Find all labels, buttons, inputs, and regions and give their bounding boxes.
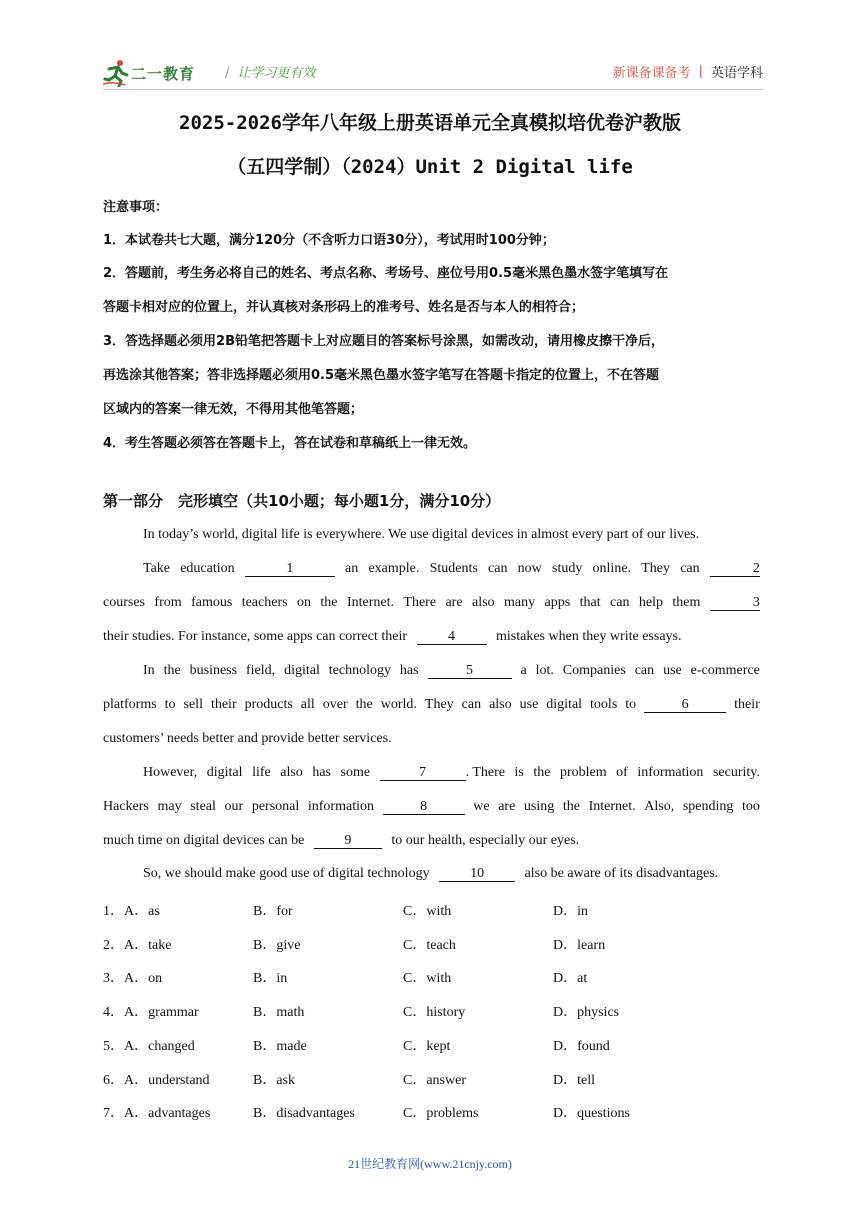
word: business xyxy=(189,663,238,678)
word: There xyxy=(403,595,437,610)
option-choice: B．disadvantages xyxy=(253,1106,355,1122)
page-header xyxy=(103,54,763,94)
notice-line: 区域内的答案一律无效，不得用其他笔答题； xyxy=(103,402,364,417)
option-choice: C．with xyxy=(403,971,452,987)
header-rule xyxy=(103,89,763,90)
option-choice: D．learn xyxy=(553,937,606,953)
text-run: much time on digital devices can be xyxy=(103,833,305,848)
word: the xyxy=(533,765,551,780)
option-choice: C．teach xyxy=(403,937,456,953)
blank-5: 5 xyxy=(428,663,512,679)
option-choice: D．found xyxy=(553,1038,610,1054)
word: spending xyxy=(682,799,734,814)
word: products xyxy=(244,697,293,712)
word: life xyxy=(252,765,271,780)
option-choice: C．with xyxy=(403,904,452,919)
blank-2: 2 xyxy=(710,561,760,577)
word: are xyxy=(498,799,516,814)
word: However, xyxy=(143,765,198,780)
word: use xyxy=(663,663,682,678)
word: apps xyxy=(544,595,571,610)
word: an xyxy=(345,561,359,576)
notice-line: 答题卡相对应的位置上，并认真核对条形码上的准考号、姓名是否与本人的相符合； xyxy=(103,300,585,315)
text-run: also be aware of its disadvantages. xyxy=(524,866,719,881)
word: many xyxy=(503,595,536,610)
option-number-a: 5．A．changed xyxy=(103,1038,195,1054)
passage-line xyxy=(103,595,760,611)
notice-line: 4．考生答题必须答在答题卡上，答在试卷和草稿纸上一律无效。 xyxy=(103,436,477,451)
word: too xyxy=(742,799,760,814)
word: of xyxy=(616,765,628,780)
word: teachers xyxy=(241,595,288,610)
slogan-text: 让学习更有效 xyxy=(237,66,316,81)
passage-line: In today’s world, digital life is everywhere. We use digital devices in almost every part of our lives. xyxy=(143,527,700,542)
word: are xyxy=(445,595,463,610)
option-number-a: 4．A．grammar xyxy=(103,1005,199,1021)
blank-group-7 xyxy=(380,765,505,781)
word: Hackers xyxy=(103,799,149,814)
blank-7: 7 xyxy=(380,765,466,781)
option-choice: D．questions xyxy=(553,1106,630,1122)
blank-9: 9 xyxy=(314,833,382,849)
doc-title-line1: 2025-2026学年八年级上册英语单元全真模拟培优卷沪教版 xyxy=(179,112,681,134)
word: world. xyxy=(380,697,417,712)
word: the xyxy=(320,595,338,610)
text-run: to our health, especially our eyes. xyxy=(391,833,580,848)
word: over xyxy=(322,697,348,712)
word: now xyxy=(517,561,542,576)
word: digital xyxy=(546,697,583,712)
word: also xyxy=(489,697,512,712)
word: problem xyxy=(559,765,607,780)
word: from xyxy=(154,595,182,610)
word: to xyxy=(164,697,176,712)
word: the xyxy=(355,697,373,712)
passage-line xyxy=(103,629,760,645)
option-number-a: 2．A．take xyxy=(103,937,172,953)
option-choice: B．give xyxy=(253,937,301,953)
word: also xyxy=(280,765,303,780)
passage-line xyxy=(103,833,760,849)
passage-line xyxy=(143,866,760,882)
runner-logo-icon xyxy=(103,59,129,87)
logo xyxy=(103,58,195,88)
word: Internet. xyxy=(588,799,636,814)
word: In xyxy=(143,663,155,678)
word: use xyxy=(519,697,539,712)
option-choice: B．for xyxy=(253,904,293,919)
word: that xyxy=(579,595,601,610)
notice-line: 1．本试卷共七大题，满分120分（不含听力口语30分），考试用时100分钟； xyxy=(103,233,555,248)
word: Also, xyxy=(644,799,675,814)
word: information xyxy=(637,765,704,780)
word: our xyxy=(224,799,244,814)
word: some xyxy=(340,765,371,780)
option-number-a: 3．A．on xyxy=(103,971,163,987)
header-divider: | xyxy=(698,64,703,79)
slogan: / 让学习更有效 xyxy=(225,66,316,81)
word: study xyxy=(552,561,583,576)
option-choice: D．tell xyxy=(553,1072,595,1088)
option-number-a: 7．A．advantages xyxy=(103,1106,211,1122)
option-choice: D．in xyxy=(553,904,588,919)
passage-line xyxy=(143,765,760,781)
word: on xyxy=(296,595,311,610)
blank-3: 3 xyxy=(710,595,760,611)
word: all xyxy=(300,697,315,712)
logo-text: 二一教育 xyxy=(131,64,196,83)
word: security. xyxy=(712,765,760,780)
header-subject: 英语学科 xyxy=(710,66,763,81)
option-choice: B．in xyxy=(253,971,288,987)
blank-6: 6 xyxy=(644,697,726,713)
option-choice: C．kept xyxy=(403,1038,451,1054)
word: the xyxy=(163,663,181,678)
word: information xyxy=(307,799,374,814)
option-choice: C．problems xyxy=(403,1106,479,1122)
notice-line: 3．答选择题必须用2B铅笔把答题卡上对应题目的答案标号涂黑，如需改动，请用橡皮擦干净后， xyxy=(103,334,665,349)
word: can xyxy=(488,561,508,576)
word: is xyxy=(514,765,524,780)
header-tagline: 新课备课备考 xyxy=(612,66,691,81)
word: a xyxy=(520,663,527,678)
text-run: their studies. For instance, some apps can correct their xyxy=(103,629,408,644)
passage-line xyxy=(143,561,760,577)
section-heading: 第一部分 完形填空（共10小题；每小题1分，满分10分） xyxy=(103,492,501,510)
word: has xyxy=(399,663,419,678)
passage-line xyxy=(103,799,760,815)
word: famous xyxy=(191,595,233,610)
word: education xyxy=(180,561,235,576)
word: can xyxy=(680,561,700,576)
doc-title-line2: （五四学制）（2024）Unit 2 Digital life xyxy=(227,156,633,178)
text-run: So, we should make good use of digital technology xyxy=(143,866,430,881)
blank-4: 4 xyxy=(417,629,487,645)
word: can xyxy=(634,663,655,678)
option-choice: C．history xyxy=(403,1005,466,1021)
word: They xyxy=(424,697,454,712)
word: their xyxy=(734,697,760,712)
word: e-commerce xyxy=(690,663,760,678)
option-choice: D．at xyxy=(553,971,588,987)
word: Internet. xyxy=(346,595,394,610)
text-run: mistakes when they write essays. xyxy=(496,629,682,644)
word: Companies xyxy=(562,663,626,678)
blank-8: 8 xyxy=(383,799,465,815)
word: Take xyxy=(143,561,171,576)
word: the xyxy=(562,799,580,814)
word: field, xyxy=(246,663,276,678)
word: example. xyxy=(368,561,420,576)
word: can xyxy=(461,697,482,712)
notice-line: 2．答题前，考生务必将自己的姓名、考点名称、考场号、座位号用0.5毫米黑色墨水签字笔填写在 xyxy=(103,266,669,281)
word: personal xyxy=(251,799,300,814)
word: lot. xyxy=(535,663,554,678)
word: help xyxy=(638,595,663,610)
word: . There xyxy=(465,765,505,780)
word: sell xyxy=(183,697,203,712)
option-choice: B．math xyxy=(253,1005,305,1021)
word: courses xyxy=(103,595,145,610)
word: digital xyxy=(206,765,243,780)
blank-1: 1 xyxy=(245,561,335,577)
notice-line: 再选涂其他答案；答非选择题必须用0.5毫米黑色墨水签字笔写在答题卡指定的位置上，不在答题 xyxy=(103,368,660,383)
word: to xyxy=(625,697,637,712)
page-footer: 21世纪教育网(www.21cnjy.com) xyxy=(348,1157,512,1171)
word: digital xyxy=(284,663,320,678)
word: may xyxy=(157,799,182,814)
word: also xyxy=(471,595,495,610)
word: online. xyxy=(592,561,632,576)
word: has xyxy=(312,765,331,780)
word: technology xyxy=(328,663,391,678)
word: can xyxy=(610,595,630,610)
word: They xyxy=(641,561,671,576)
notice-heading: 注意事项： xyxy=(103,200,169,215)
passage-line xyxy=(143,663,760,679)
option-choice: C．answer xyxy=(403,1072,466,1088)
word: Students xyxy=(429,561,478,576)
passage-line xyxy=(103,697,760,713)
word: steal xyxy=(190,799,216,814)
word: tools xyxy=(590,697,618,712)
word: platforms xyxy=(103,697,157,712)
option-choice: B．ask xyxy=(253,1072,295,1088)
word: their xyxy=(210,697,237,712)
option-number-a: 1．A．as xyxy=(103,904,160,919)
word: we xyxy=(473,799,490,814)
option-choice: B．made xyxy=(253,1038,307,1054)
passage-line: customers’ needs better and provide better services. xyxy=(103,731,392,746)
blank-10: 10 xyxy=(439,866,515,882)
option-choice: D．physics xyxy=(553,1005,620,1021)
header-right xyxy=(613,62,763,81)
option-number-a: 6．A．understand xyxy=(103,1072,210,1088)
word: using xyxy=(523,799,555,814)
word: them xyxy=(672,595,701,610)
